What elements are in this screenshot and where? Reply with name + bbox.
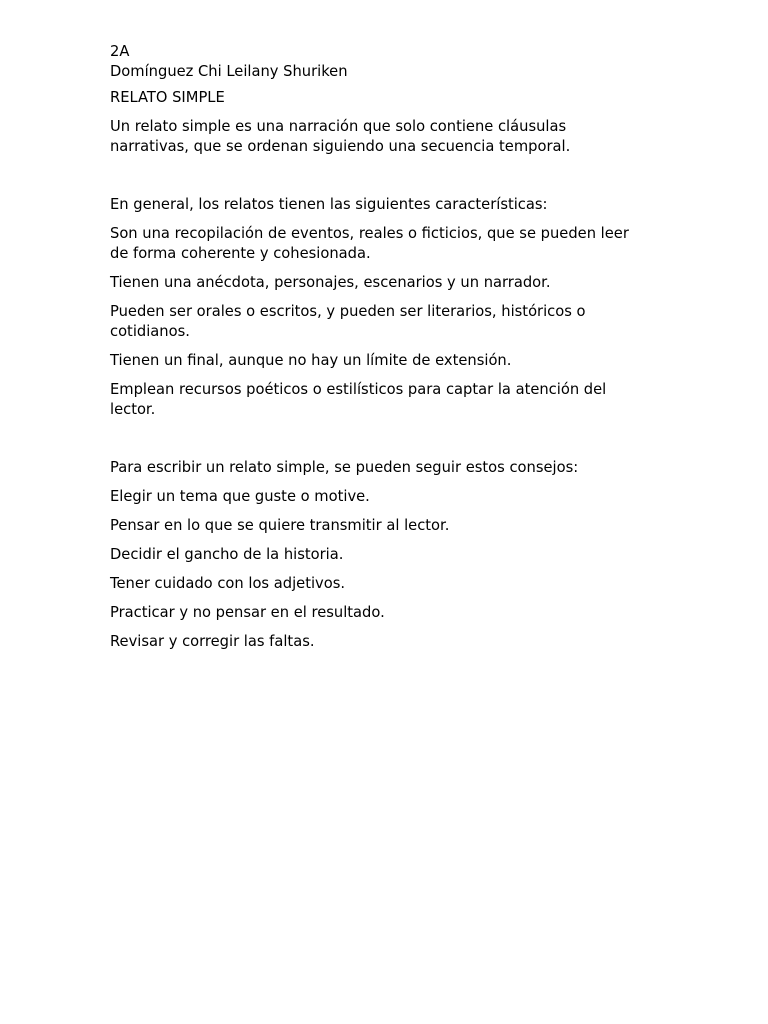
tip-item-5: Practicar y no pensar en el resultado. xyxy=(110,604,385,621)
document-page xyxy=(110,42,710,652)
group-label: 2A xyxy=(110,43,130,60)
characteristic-item-5-line-2: lector. xyxy=(110,401,156,418)
document-title: RELATO SIMPLE xyxy=(110,89,225,106)
characteristic-item-5 xyxy=(110,380,710,420)
tip-item-1: Elegir un tema que guste o motive. xyxy=(110,488,370,505)
characteristic-item-3-line-2: cotidianos. xyxy=(110,323,190,340)
tip-item-6: Revisar y corregir las faltas. xyxy=(110,633,315,650)
intro-paragraph xyxy=(110,117,710,157)
tip-item-3: Decidir el gancho de la historia. xyxy=(110,546,344,563)
intro-line-1: Un relato simple es una narración que solo contiene cláusulas xyxy=(110,118,567,135)
characteristics-heading: En general, los relatos tienen las siguientes características: xyxy=(110,196,548,213)
characteristic-item-3-line-1: Pueden ser orales o escritos, y pueden ser literarios, históricos o xyxy=(110,303,586,320)
tip-item-2: Pensar en lo que se quiere transmitir al lector. xyxy=(110,517,450,534)
characteristic-item-2: Tienen una anécdota, personajes, escenarios y un narrador. xyxy=(110,274,551,291)
characteristic-item-1 xyxy=(110,224,710,264)
characteristic-item-5-line-1: Emplean recursos poéticos o estilísticos para captar la atención del xyxy=(110,381,607,398)
characteristic-item-3 xyxy=(110,302,710,342)
student-name: Domínguez Chi Leilany Shuriken xyxy=(110,63,348,80)
characteristic-item-1-line-2: de forma coherente y cohesionada. xyxy=(110,245,371,262)
characteristic-item-4: Tienen un final, aunque no hay un límite de extensión. xyxy=(110,352,512,369)
intro-line-2: narrativas, que se ordenan siguiendo una secuencia temporal. xyxy=(110,138,571,155)
tip-item-4: Tener cuidado con los adjetivos. xyxy=(110,575,346,592)
characteristic-item-1-line-1: Son una recopilación de eventos, reales o ficticios, que se pueden leer xyxy=(110,225,629,242)
tips-heading: Para escribir un relato simple, se pueden seguir estos consejos: xyxy=(110,459,579,476)
